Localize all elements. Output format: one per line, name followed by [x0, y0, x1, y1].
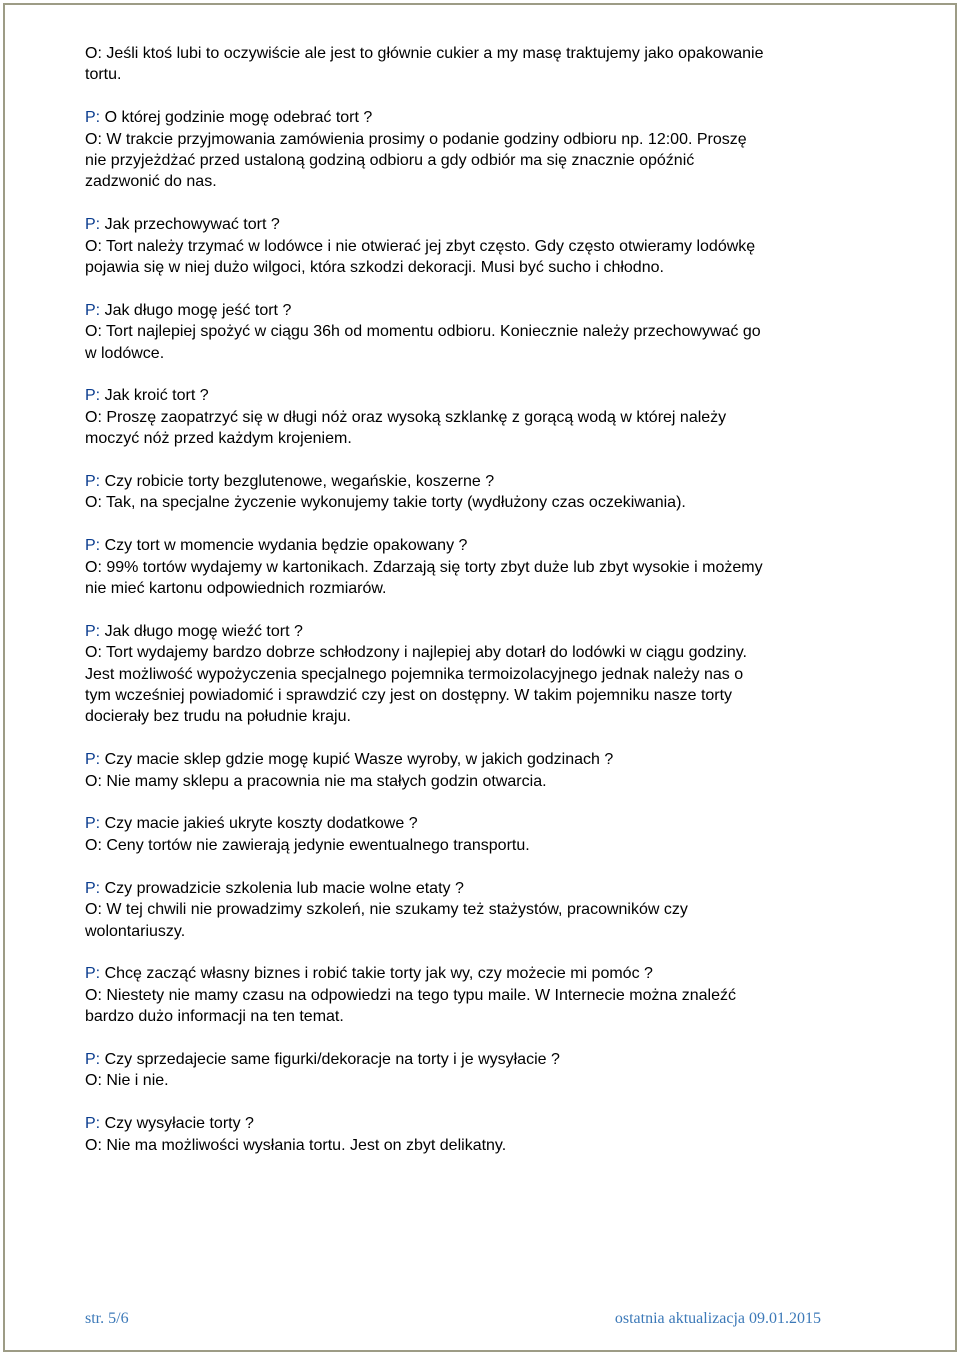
faq-question — [85, 963, 885, 984]
question-tag: P: — [85, 301, 101, 319]
question-tag: P: — [85, 216, 101, 234]
question-tag: P: — [85, 965, 101, 983]
answer-line: O: Tak, na specjalne życzenie wykonujemy takie torty (wydłużony czas oczekiwania). — [85, 494, 686, 512]
faq-question — [85, 1113, 885, 1134]
question-tag: P: — [85, 1115, 101, 1133]
faq-item — [85, 813, 885, 856]
document-page — [3, 3, 957, 1352]
faq-item — [85, 107, 885, 193]
answer-line: O: Proszę zaopatrzyć się w długi nóż oraz wysoką szklankę z gorącą wodą w której należy — [85, 408, 727, 426]
question-tag: P: — [85, 815, 101, 833]
answer-line: O: Tort wydajemy bardzo dobrze schłodzony i najlepiej aby dotarł do lodówki w ciągu godziny. — [85, 644, 747, 662]
answer-line: tortu. — [85, 66, 122, 84]
faq-question — [85, 621, 885, 642]
question-text: Czy sprzedajecie same figurki/dekoracje na torty i je wysyłacie ? — [100, 1050, 560, 1068]
answer-line: nie przyjeżdżać przed ustaloną godziną odbioru a gdy odbiór ma się znacznie opóźnić — [85, 152, 695, 170]
answer-line: wolontariuszy. — [85, 922, 186, 940]
question-tag: P: — [85, 751, 101, 769]
faq-item — [85, 535, 885, 599]
question-text: Czy tort w momencie wydania będzie opakowany ? — [100, 537, 468, 555]
question-tag: P: — [85, 109, 101, 127]
faq-item — [85, 471, 885, 514]
answer-line: moczyć nóż przed każdym krojeniem. — [85, 430, 352, 448]
answer-line: O: Nie ma możliwości wysłania tortu. Jest on zbyt delikatny. — [85, 1136, 507, 1154]
answer-line: O: Tort najlepiej spożyć w ciągu 36h od momentu odbioru. Koniecznie należy przechowywać go — [85, 323, 761, 341]
faq-question — [85, 1049, 885, 1070]
question-tag: P: — [85, 537, 101, 555]
answer-line: bardzo dużo informacji na ten temat. — [85, 1008, 344, 1026]
question-tag: P: — [85, 387, 101, 405]
answer-line: O: Ceny tortów nie zawierają jedynie ewentualnego transportu. — [85, 836, 530, 854]
faq-item — [85, 385, 885, 449]
faq-question — [85, 300, 885, 321]
question-text: Jak przechowywać tort ? — [100, 216, 280, 234]
question-text: Czy robicie torty bezglutenowe, wegańskie, koszerne ? — [100, 473, 495, 491]
question-tag: P: — [85, 879, 101, 897]
question-text: Jak kroić tort ? — [100, 387, 209, 405]
answer-line: O: W trakcie przyjmowania zamówienia prosimy o podanie godziny odbioru np. 12:00. Proszę — [85, 130, 747, 148]
faq-item — [85, 300, 885, 364]
answer-line: w lodówce. — [85, 344, 165, 362]
faq-question — [85, 878, 885, 899]
faq-question — [85, 107, 885, 128]
faq-item — [85, 1049, 885, 1092]
question-text: Czy macie sklep gdzie mogę kupić Wasze wyroby, w jakich godzinach ? — [100, 751, 614, 769]
question-text: Jak długo mogę jeść tort ? — [100, 301, 292, 319]
faq-question — [85, 749, 885, 770]
question-tag: P: — [85, 473, 101, 491]
answer-line: O: W tej chwili nie prowadzimy szkoleń, nie szukamy też stażystów, pracowników czy — [85, 901, 688, 919]
faq-item — [85, 214, 885, 278]
faq-question — [85, 214, 885, 235]
question-text: O której godzinie mogę odebrać tort ? — [100, 109, 373, 127]
question-tag: P: — [85, 622, 101, 640]
question-tag: P: — [85, 1050, 101, 1068]
answer-line: O: Nie i nie. — [85, 1072, 169, 1090]
faq-question — [85, 471, 885, 492]
faq-question — [85, 813, 885, 834]
answer-line: tym wcześniej powiadomić i sprawdzić czy jest on dostępny. W takim pojemniku nasze torty — [85, 687, 733, 705]
faq-item — [85, 43, 885, 86]
question-text: Czy wysyłacie torty ? — [100, 1115, 254, 1133]
question-text: Jak długo mogę wieźć tort ? — [100, 622, 303, 640]
answer-line: nie mieć kartonu odpowiednich rozmiarów. — [85, 580, 387, 598]
answer-line: Jest możliwość wypożyczenia specjalnego pojemnika termoizolacyjnego jednak należy nas o — [85, 665, 744, 683]
answer-line: zadzwonić do nas. — [85, 173, 217, 191]
faq-question — [85, 385, 885, 406]
answer-line: O: Nie mamy sklepu a pracownia nie ma stałych godzin otwarcia. — [85, 772, 547, 790]
answer-line: docierały bez trudu na południe kraju. — [85, 708, 351, 726]
answer-line: O: 99% tortów wydajemy w kartonikach. Zdarzają się torty zbyt duże lub zbyt wysokie i możemy — [85, 558, 763, 576]
question-text: Czy prowadzicie szkolenia lub macie wolne etaty ? — [100, 879, 464, 897]
answer-line: O: Jeśli ktoś lubi to oczywiście ale jest to głównie cukier a my masę traktujemy jako opakowanie — [85, 45, 764, 62]
last-update: ostatnia aktualizacja 09.01.2015 — [614, 1310, 821, 1327]
answer-line: pojawia się w niej dużo wilgoci, która szkodzi dekoracji. Musi być sucho i chłodno. — [85, 259, 664, 277]
question-text: Czy macie jakieś ukryte koszty dodatkowe ? — [100, 815, 418, 833]
faq-item — [85, 878, 885, 942]
faq-item — [85, 1113, 885, 1156]
faq-content — [85, 43, 885, 1177]
answer-line: O: Niestety nie mamy czasu na odpowiedzi na tego typu maile. W Internecie można znaleźć — [85, 986, 736, 1004]
page-number: str. 5/6 — [85, 1310, 129, 1327]
faq-item — [85, 749, 885, 792]
faq-item — [85, 621, 885, 728]
faq-question — [85, 535, 885, 556]
answer-line: O: Tort należy trzymać w lodówce i nie otwierać jej zbyt często. Gdy często otwieramy lodówkę — [85, 237, 756, 255]
question-text: Chcę zacząć własny biznes i robić takie torty jak wy, czy możecie mi pomóc ? — [100, 965, 653, 983]
faq-item — [85, 963, 885, 1027]
